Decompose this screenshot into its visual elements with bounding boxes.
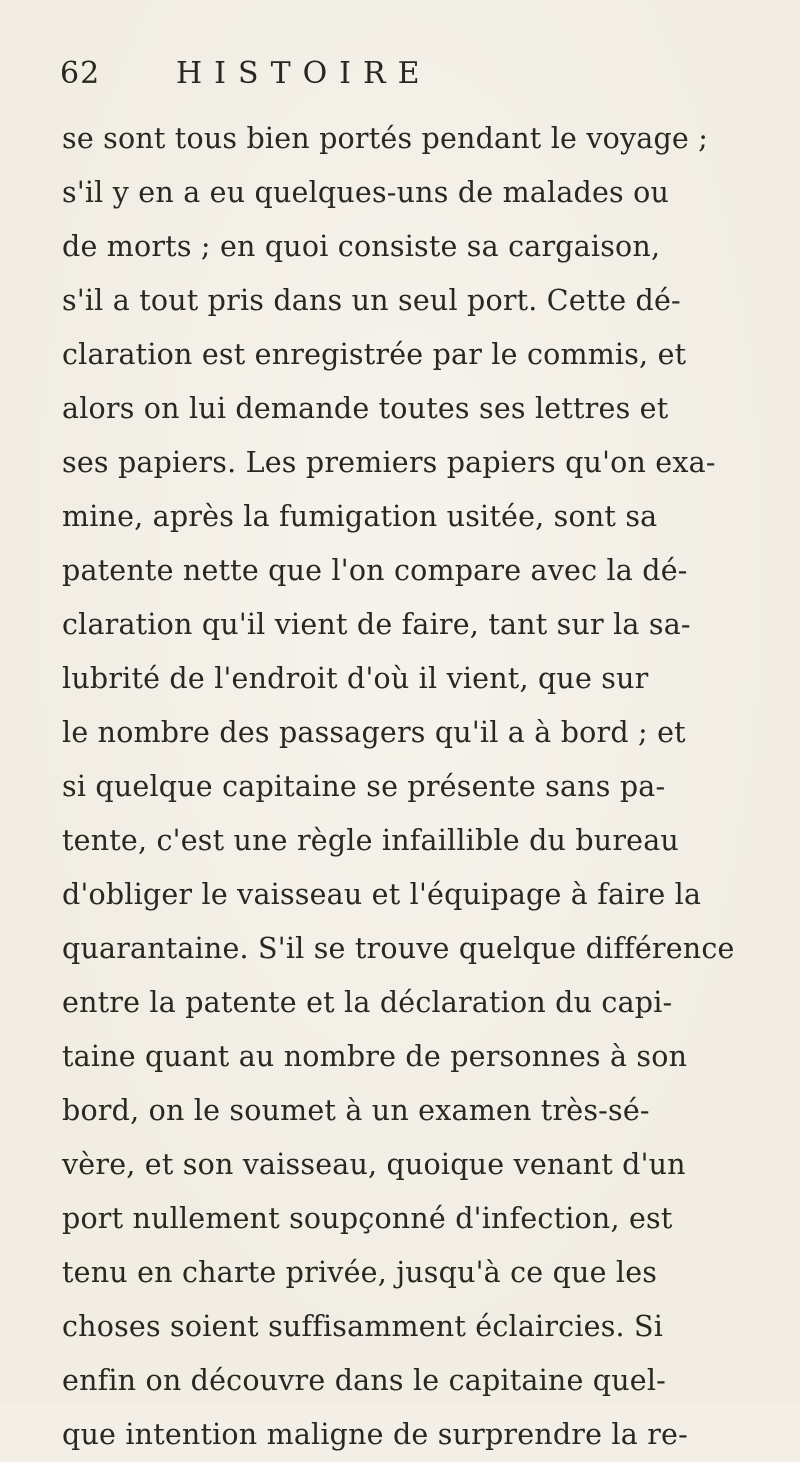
text-line: choses soient suffisamment éclaircies. Si (62, 1310, 664, 1343)
text-line: mine, après la fumigation usitée, sont sa (62, 500, 658, 533)
text-line: claration qu'il vient de faire, tant sur la sa- (62, 608, 691, 641)
text-line: si quelque capitaine se présente sans pa- (62, 770, 666, 803)
body-text (62, 112, 752, 1462)
text-line: bord, on le soumet à un examen très-sé- (62, 1094, 650, 1127)
running-title: HISTOIRE (176, 56, 432, 91)
text-line: lubrité de l'endroit d'où il vient, que sur (62, 662, 649, 695)
page-number: 62 (60, 56, 101, 91)
text-line: alors on lui demande toutes ses lettres et (62, 392, 669, 425)
text-line: entre la patente et la déclaration du capi- (62, 986, 673, 1019)
text-line: patente nette que l'on compare avec la dé- (62, 554, 688, 587)
text-line: port nullement soupçonné d'infection, est (62, 1202, 673, 1235)
text-line: quarantaine. S'il se trouve quelque différence (62, 932, 735, 965)
text-line: d'obliger le vaisseau et l'équipage à faire la (62, 878, 702, 911)
text-line: se sont tous bien portés pendant le voyage ; (62, 122, 709, 155)
text-line: tente, c'est une règle infaillible du bureau (62, 824, 679, 857)
text-line: le nombre des passagers qu'il a à bord ; et (62, 716, 686, 749)
text-line: enfin on découvre dans le capitaine quel- (62, 1364, 666, 1397)
text-line: s'il a tout pris dans un seul port. Cette dé- (62, 284, 681, 317)
text-line: vère, et son vaisseau, quoique venant d'un (62, 1148, 686, 1181)
text-line: ses papiers. Les premiers papiers qu'on exa- (62, 446, 716, 479)
text-line: de morts ; en quoi consiste sa cargaison, (62, 230, 661, 263)
text-line: taine quant au nombre de personnes à son (62, 1040, 688, 1073)
page-header (60, 56, 580, 96)
text-line: que intention maligne de surprendre la re- (62, 1418, 688, 1451)
text-line: s'il y en a eu quelques-uns de malades ou (62, 176, 670, 209)
text-line: claration est enregistrée par le commis, et (62, 338, 687, 371)
text-line: tenu en charte privée, jusqu'à ce que les (62, 1256, 658, 1289)
